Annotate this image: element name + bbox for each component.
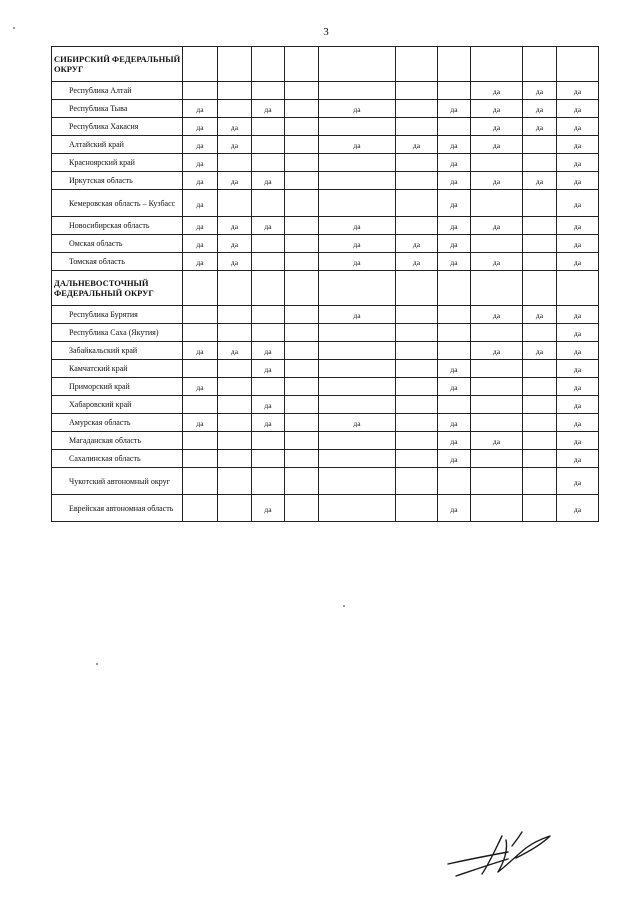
table-cell <box>252 47 285 82</box>
table-cell <box>285 414 319 432</box>
table-cell: да <box>523 306 557 324</box>
table-cell <box>319 468 396 495</box>
table-cell <box>396 324 438 342</box>
table-cell: да <box>438 432 471 450</box>
table-cell: да <box>183 118 218 136</box>
table-cell: да <box>557 378 599 396</box>
table-cell <box>438 396 471 414</box>
table-cell: да <box>557 360 599 378</box>
table-cell <box>285 468 319 495</box>
scan-speck <box>96 663 98 665</box>
table-cell <box>523 450 557 468</box>
table-cell <box>319 172 396 190</box>
table-cell: да <box>183 154 218 172</box>
table-cell <box>218 432 252 450</box>
table-cell: да <box>557 342 599 360</box>
table-cell <box>319 396 396 414</box>
table-cell: да <box>471 306 523 324</box>
region-name: Камчатский край <box>52 360 183 378</box>
table-row <box>52 82 599 100</box>
table-cell: да <box>557 190 599 217</box>
table-cell <box>218 378 252 396</box>
table-cell <box>285 217 319 235</box>
table-cell: да <box>183 378 218 396</box>
table-cell <box>319 360 396 378</box>
table-cell <box>396 495 438 522</box>
table-cell <box>252 118 285 136</box>
table-cell <box>218 100 252 118</box>
table-cell <box>396 271 438 306</box>
table-cell: да <box>319 253 396 271</box>
table-cell: да <box>319 306 396 324</box>
region-name: Забайкальский край <box>52 342 183 360</box>
table-cell <box>438 342 471 360</box>
table-cell: да <box>471 342 523 360</box>
table-cell: да <box>183 190 218 217</box>
table-cell: да <box>438 100 471 118</box>
table-cell <box>396 468 438 495</box>
table-cell <box>252 324 285 342</box>
table-cell <box>183 324 218 342</box>
table-cell <box>285 118 319 136</box>
region-name: Хабаровский край <box>52 396 183 414</box>
table-cell <box>183 495 218 522</box>
region-name: Иркутская область <box>52 172 183 190</box>
table-cell <box>285 495 319 522</box>
table-cell <box>523 396 557 414</box>
table-cell <box>319 118 396 136</box>
table-cell <box>396 100 438 118</box>
table-cell: да <box>557 468 599 495</box>
table-cell <box>218 306 252 324</box>
table-cell <box>319 378 396 396</box>
table-cell <box>396 432 438 450</box>
table-cell: да <box>557 450 599 468</box>
table-cell: да <box>396 253 438 271</box>
table-cell: да <box>557 82 599 100</box>
table-cell: да <box>218 217 252 235</box>
table-cell <box>523 217 557 235</box>
table-cell <box>396 82 438 100</box>
table-cell <box>285 450 319 468</box>
section-title: ДАЛЬНЕВОСТОЧНЫЙ ФЕДЕРАЛЬНЫЙ ОКРУГ <box>52 271 183 306</box>
table-cell: да <box>218 172 252 190</box>
table-cell <box>523 324 557 342</box>
table-cell <box>319 324 396 342</box>
table-cell: да <box>252 217 285 235</box>
table-cell: да <box>557 154 599 172</box>
table-cell <box>523 154 557 172</box>
table-cell <box>438 324 471 342</box>
table-cell <box>252 271 285 306</box>
table-cell <box>523 360 557 378</box>
table-row <box>52 217 599 235</box>
table-cell <box>285 360 319 378</box>
table-cell <box>285 172 319 190</box>
table-cell <box>523 271 557 306</box>
table-cell <box>471 396 523 414</box>
table-row <box>52 235 599 253</box>
scan-speck <box>343 605 345 607</box>
table-row <box>52 136 599 154</box>
table-cell <box>523 253 557 271</box>
table-cell: да <box>438 136 471 154</box>
table-cell <box>285 306 319 324</box>
region-name: Красноярский край <box>52 154 183 172</box>
table-cell <box>252 378 285 396</box>
table-cell <box>396 47 438 82</box>
table-cell <box>523 432 557 450</box>
table-cell: да <box>557 396 599 414</box>
table-cell <box>285 82 319 100</box>
table-cell: да <box>183 414 218 432</box>
table-cell <box>471 324 523 342</box>
table-cell <box>396 154 438 172</box>
table-cell <box>285 47 319 82</box>
table-cell: да <box>252 396 285 414</box>
table-cell: да <box>218 235 252 253</box>
table-cell <box>471 235 523 253</box>
table-cell <box>252 190 285 217</box>
table-row <box>52 342 599 360</box>
region-name: Магаданская область <box>52 432 183 450</box>
table-cell: да <box>438 378 471 396</box>
table-cell: да <box>396 136 438 154</box>
table-cell <box>183 450 218 468</box>
table-cell <box>523 235 557 253</box>
table-cell <box>218 190 252 217</box>
table-cell: да <box>183 235 218 253</box>
table-cell <box>252 136 285 154</box>
table-cell: да <box>218 253 252 271</box>
table-cell: да <box>438 190 471 217</box>
table-cell <box>285 235 319 253</box>
table-cell <box>218 324 252 342</box>
table-cell: да <box>557 432 599 450</box>
table-cell <box>557 271 599 306</box>
table-cell <box>319 495 396 522</box>
section-row <box>52 271 599 306</box>
table-cell <box>471 378 523 396</box>
region-name: Амурская область <box>52 414 183 432</box>
table-cell <box>183 360 218 378</box>
table-row <box>52 324 599 342</box>
table-cell <box>438 47 471 82</box>
table-cell: да <box>252 100 285 118</box>
table-cell <box>252 450 285 468</box>
section-row <box>52 47 599 82</box>
table-cell: да <box>319 217 396 235</box>
table-row <box>52 190 599 217</box>
table-cell: да <box>438 360 471 378</box>
table-cell: да <box>471 432 523 450</box>
table-cell <box>285 154 319 172</box>
table-row <box>52 118 599 136</box>
table-cell <box>523 414 557 432</box>
table-row <box>52 360 599 378</box>
table-cell: да <box>471 118 523 136</box>
table-cell: да <box>396 235 438 253</box>
table-cell <box>319 190 396 217</box>
table-cell: да <box>319 414 396 432</box>
table-cell: да <box>183 100 218 118</box>
table-cell: да <box>557 495 599 522</box>
table-cell <box>218 414 252 432</box>
region-name: Омская область <box>52 235 183 253</box>
table-cell: да <box>252 414 285 432</box>
page-number: 3 <box>323 26 329 38</box>
table-cell <box>396 450 438 468</box>
scan-speck <box>13 27 15 29</box>
table-cell <box>471 450 523 468</box>
region-name: Кемеровская область – Кузбасс <box>52 190 183 217</box>
table-cell <box>523 378 557 396</box>
section-title: СИБИРСКИЙ ФЕДЕРАЛЬНЫЙ ОКРУГ <box>52 47 183 82</box>
table-cell: да <box>252 172 285 190</box>
table-cell <box>319 342 396 360</box>
table-cell: да <box>319 136 396 154</box>
table-cell: да <box>471 136 523 154</box>
table-cell <box>183 396 218 414</box>
signature-icon <box>446 826 556 886</box>
table-cell <box>183 271 218 306</box>
region-name: Алтайский край <box>52 136 183 154</box>
table-cell <box>471 360 523 378</box>
table-cell: да <box>438 154 471 172</box>
region-name: Еврейская автономная область <box>52 495 183 522</box>
table-cell: да <box>438 450 471 468</box>
table-row <box>52 432 599 450</box>
table-cell <box>471 495 523 522</box>
table-cell <box>183 47 218 82</box>
table-cell <box>183 468 218 495</box>
table-cell <box>285 324 319 342</box>
table-cell <box>218 360 252 378</box>
table-cell: да <box>438 172 471 190</box>
table-row <box>52 414 599 432</box>
table-cell: да <box>523 118 557 136</box>
table-cell <box>438 306 471 324</box>
table-cell <box>396 378 438 396</box>
table-cell <box>218 396 252 414</box>
table-row <box>52 378 599 396</box>
table-cell <box>183 306 218 324</box>
table-cell <box>438 468 471 495</box>
table-cell: да <box>183 253 218 271</box>
table-cell: да <box>438 495 471 522</box>
table-cell <box>285 190 319 217</box>
table-cell <box>319 450 396 468</box>
table-cell: да <box>183 136 218 154</box>
table-cell <box>218 495 252 522</box>
table-row <box>52 396 599 414</box>
table-cell: да <box>218 342 252 360</box>
table-cell: да <box>523 82 557 100</box>
table-cell <box>319 154 396 172</box>
table-cell <box>319 82 396 100</box>
table-cell <box>396 360 438 378</box>
table-cell <box>252 82 285 100</box>
table-cell <box>218 271 252 306</box>
table-cell: да <box>557 136 599 154</box>
table-cell: да <box>183 342 218 360</box>
table-cell <box>396 396 438 414</box>
table-cell <box>285 396 319 414</box>
table-row <box>52 100 599 118</box>
table-cell <box>471 47 523 82</box>
region-name: Новосибирская область <box>52 217 183 235</box>
region-name: Республика Алтай <box>52 82 183 100</box>
table-cell: да <box>523 172 557 190</box>
table-cell: да <box>471 82 523 100</box>
table-cell <box>438 271 471 306</box>
table-cell <box>471 414 523 432</box>
table-cell <box>285 342 319 360</box>
region-name: Приморский край <box>52 378 183 396</box>
table-cell <box>471 154 523 172</box>
table-cell <box>183 432 218 450</box>
table-cell: да <box>183 217 218 235</box>
table-cell <box>438 82 471 100</box>
table-cell <box>218 450 252 468</box>
table-cell: да <box>557 235 599 253</box>
table-cell: да <box>252 342 285 360</box>
table-row <box>52 154 599 172</box>
table-cell: да <box>471 100 523 118</box>
region-name: Республика Хакасия <box>52 118 183 136</box>
table-cell: да <box>438 235 471 253</box>
table-cell: да <box>438 414 471 432</box>
table-cell <box>471 190 523 217</box>
table-cell: да <box>438 217 471 235</box>
table-cell <box>396 172 438 190</box>
table-cell <box>523 136 557 154</box>
table-row <box>52 253 599 271</box>
region-name: Республика Бурятия <box>52 306 183 324</box>
table-cell <box>471 271 523 306</box>
table-cell <box>285 271 319 306</box>
table-cell: да <box>557 100 599 118</box>
table-cell <box>471 468 523 495</box>
table-row <box>52 172 599 190</box>
region-name: Республика Тыва <box>52 100 183 118</box>
regions-table <box>51 46 599 522</box>
table-cell: да <box>557 172 599 190</box>
table-cell <box>285 136 319 154</box>
table-cell: да <box>218 136 252 154</box>
region-name: Сахалинская область <box>52 450 183 468</box>
table-cell <box>285 100 319 118</box>
table-cell: да <box>438 253 471 271</box>
table-cell <box>319 47 396 82</box>
table-cell <box>557 47 599 82</box>
table-cell <box>396 414 438 432</box>
table-cell <box>438 118 471 136</box>
table-cell <box>218 47 252 82</box>
table-cell: да <box>218 118 252 136</box>
table-row <box>52 468 599 495</box>
table-cell: да <box>183 172 218 190</box>
table-cell: да <box>557 118 599 136</box>
table-cell: да <box>252 495 285 522</box>
table-cell <box>218 468 252 495</box>
table-cell: да <box>557 217 599 235</box>
table-cell <box>319 271 396 306</box>
table-cell: да <box>557 306 599 324</box>
table-cell <box>285 253 319 271</box>
table-cell <box>523 495 557 522</box>
table-cell <box>218 82 252 100</box>
table-cell: да <box>557 324 599 342</box>
table-cell <box>523 47 557 82</box>
table-cell <box>396 190 438 217</box>
table-cell: да <box>523 342 557 360</box>
table-cell: да <box>471 172 523 190</box>
region-name: Томская область <box>52 253 183 271</box>
table-cell: да <box>557 253 599 271</box>
table-cell <box>252 154 285 172</box>
table-cell <box>285 432 319 450</box>
table-cell <box>396 342 438 360</box>
table-row <box>52 306 599 324</box>
table-row <box>52 495 599 522</box>
region-name: Республика Саха (Якутия) <box>52 324 183 342</box>
region-name: Чукотский автономный округ <box>52 468 183 495</box>
table-cell <box>252 468 285 495</box>
table-cell: да <box>471 217 523 235</box>
table-cell: да <box>557 414 599 432</box>
table-cell: да <box>319 100 396 118</box>
table-cell <box>252 432 285 450</box>
table-cell <box>319 432 396 450</box>
table-cell <box>252 253 285 271</box>
table-cell <box>252 306 285 324</box>
table-cell <box>183 82 218 100</box>
table-cell <box>396 306 438 324</box>
table-cell <box>523 190 557 217</box>
table-cell: да <box>252 360 285 378</box>
table-cell: да <box>523 100 557 118</box>
table-cell <box>285 378 319 396</box>
table-cell <box>396 217 438 235</box>
table-cell <box>252 235 285 253</box>
table-cell <box>218 154 252 172</box>
table-cell: да <box>319 235 396 253</box>
table-cell: да <box>471 253 523 271</box>
table-cell <box>396 118 438 136</box>
table-row <box>52 450 599 468</box>
table-cell <box>523 468 557 495</box>
